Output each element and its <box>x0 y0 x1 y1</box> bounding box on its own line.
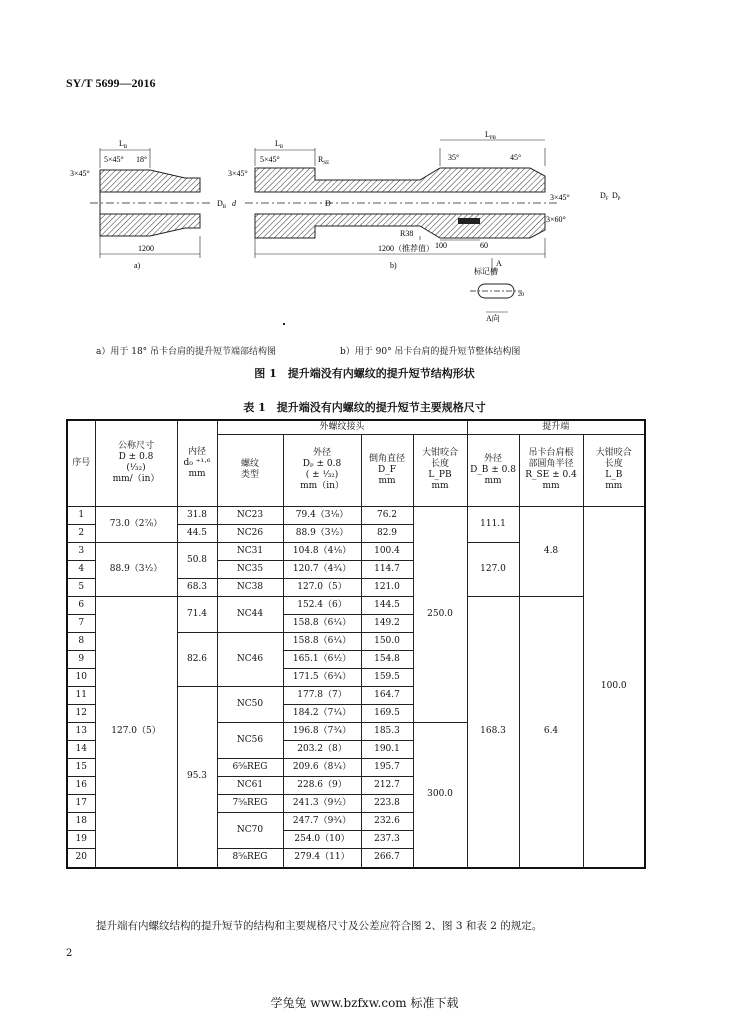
cell-df: 149.2 <box>361 614 413 632</box>
cell-id: 31.8 <box>177 506 217 524</box>
cell-seq: 7 <box>67 614 95 632</box>
cell-lb: 100.0 <box>583 506 645 868</box>
cell-thread: NC70 <box>217 812 283 848</box>
b-length: 1200（推荐值） <box>378 244 434 253</box>
table-title: 表 1 提升端没有内螺纹的提升短节主要规格尺寸 <box>243 401 486 414</box>
b-db-label: $D_B$ <box>217 199 227 210</box>
figure-a <box>70 139 210 270</box>
cell-thread: 6⁵⁄₈REG <box>217 758 283 776</box>
a-chamfer-left: 3×45° <box>70 169 90 178</box>
spec-table <box>66 419 646 869</box>
a-length: 1200 <box>138 244 154 253</box>
hdr-bevel-dia: 倒角直径 D_F mm <box>361 434 413 506</box>
a-chamfer-top: 5×45° <box>104 155 124 164</box>
table-row <box>67 596 645 614</box>
groove-width: 20 <box>518 292 524 298</box>
cell-id: 44.5 <box>177 524 217 542</box>
cell-thread: NC44 <box>217 596 283 632</box>
cell-seq: 4 <box>67 560 95 578</box>
cell-size: 73.0（2⁷⁄₈） <box>95 506 177 542</box>
hdr-lift-tong: 大钳咬合 长度 L_B mm <box>583 434 645 506</box>
cell-rse: 4.8 <box>519 506 583 596</box>
page-number: 2 <box>66 948 73 959</box>
cell-id: 68.3 <box>177 578 217 596</box>
cell-df: 212.7 <box>361 776 413 794</box>
b-dim-60: 60 <box>480 241 488 250</box>
cell-df: 190.1 <box>361 740 413 758</box>
stray-dot <box>283 323 285 325</box>
cell-df: 159.5 <box>361 668 413 686</box>
hdr-lift-outer: 外径 D_B ± 0.8 mm <box>467 434 519 506</box>
cell-thread: NC31 <box>217 542 283 560</box>
cell-od: 165.1（6¹⁄₂） <box>283 650 361 668</box>
caption-a: a）用于 18° 吊卡台肩的提升短节端部结构图 <box>96 347 277 357</box>
body-paragraph: 提升端有内螺纹结构的提升短节的结构和主要规格尺寸及公差应符合图 2、图 3 和表 2 的规定。 <box>96 920 543 932</box>
cell-id: 95.3 <box>177 686 217 868</box>
hdr-tong-length: 大钳咬合 长度 L_PB mm <box>413 434 467 506</box>
cell-od: 254.0（10） <box>283 830 361 848</box>
cell-thread: NC56 <box>217 722 283 758</box>
cell-df: 232.6 <box>361 812 413 830</box>
cell-od: 127.0（5） <box>283 578 361 596</box>
cell-od: 104.8（4¹⁄₈） <box>283 542 361 560</box>
mark-groove-label: 标记槽 <box>474 267 498 276</box>
b-dp-label: $D_P$ <box>612 191 621 202</box>
cell-seq: 9 <box>67 650 95 668</box>
cell-seq: 2 <box>67 524 95 542</box>
cell-thread: NC35 <box>217 560 283 578</box>
cell-od: 120.7（4³⁄₄） <box>283 560 361 578</box>
cell-od: 279.4（11） <box>283 848 361 868</box>
cell-thread: NC61 <box>217 776 283 794</box>
hdr-seq: 序号 <box>67 420 95 506</box>
hdr-lift-end: 提升端 <box>467 420 645 434</box>
table-row <box>67 506 645 524</box>
cell-seq: 6 <box>67 596 95 614</box>
cell-df: 237.3 <box>361 830 413 848</box>
b-angle-45: 45° <box>510 153 522 162</box>
cell-seq: 18 <box>67 812 95 830</box>
cell-df: 266.7 <box>361 848 413 868</box>
b-label: b) <box>390 261 397 270</box>
b-lb-label: $L_B$ <box>275 139 284 150</box>
cell-df: 195.7 <box>361 758 413 776</box>
b-chamfer-left: 3×45° <box>228 169 248 178</box>
b-lpb-label: $L_{PB}$ <box>485 130 497 141</box>
cell-seq: 16 <box>67 776 95 794</box>
b-dim-100: 100 <box>435 241 447 250</box>
hdr-outer-dia: 外径 Dₚ ± 0.8 ( ± ¹⁄₃₂) mm（in） <box>283 434 361 506</box>
figure-b <box>217 130 621 323</box>
cell-id: 82.6 <box>177 632 217 686</box>
cell-df: 76.2 <box>361 506 413 524</box>
footer-watermark: 学兔兔 www.bzfxw.com 标准下载 <box>270 996 459 1010</box>
a-lb-label: $L_B$ <box>119 139 128 150</box>
cell-size: 88.9（3¹⁄₂） <box>95 542 177 596</box>
cell-df: 185.3 <box>361 722 413 740</box>
cell-seq: 11 <box>67 686 95 704</box>
b-d-label: d <box>232 199 236 208</box>
b-chamfer-right: 3×45° <box>550 193 570 202</box>
cell-seq: 3 <box>67 542 95 560</box>
figure-title: 图 1 提升端没有内螺纹的提升短节结构形状 <box>254 367 475 380</box>
cell-df: 223.8 <box>361 794 413 812</box>
cell-df: 114.7 <box>361 560 413 578</box>
hdr-nominal: 公称尺寸 D ± 0.8 (¹⁄₃₂) mm/（in） <box>95 420 177 506</box>
cell-thread: 7⁵⁄₈REG <box>217 794 283 812</box>
cell-size: 127.0（5） <box>95 596 177 868</box>
cell-seq: 10 <box>67 668 95 686</box>
cell-db: 111.1 <box>467 506 519 542</box>
cell-od: 158.8（6¹⁄₄） <box>283 614 361 632</box>
cell-od: 88.9（3¹⁄₂） <box>283 524 361 542</box>
b-rse-label: $R_{SE}$ <box>318 155 330 166</box>
cell-od: 152.4（6） <box>283 596 361 614</box>
view-a-label: A向 <box>486 314 500 323</box>
cell-od: 203.2（8） <box>283 740 361 758</box>
cell-od: 228.6（9） <box>283 776 361 794</box>
cell-od: 158.8（6¹⁄₄） <box>283 632 361 650</box>
cell-df: 121.0 <box>361 578 413 596</box>
cell-seq: 17 <box>67 794 95 812</box>
a-label: a) <box>134 261 141 270</box>
cell-od: 247.7（9³⁄₄） <box>283 812 361 830</box>
cell-thread: NC23 <box>217 506 283 524</box>
cell-df: 154.8 <box>361 650 413 668</box>
b-chamfer-top: 5×45° <box>260 155 280 164</box>
caption-b: b）用于 90° 吊卡台肩的提升短节整体结构图 <box>340 347 521 357</box>
hdr-thread-type: 螺纹 类型 <box>217 434 283 506</box>
cell-lpb: 250.0 <box>413 506 467 722</box>
cell-od: 184.2（7¹⁄₄） <box>283 704 361 722</box>
cell-seq: 14 <box>67 740 95 758</box>
standard-code: SY/T 5699—2016 <box>66 76 156 90</box>
cell-seq: 19 <box>67 830 95 848</box>
cell-db: 168.3 <box>467 596 519 868</box>
cell-df: 164.7 <box>361 686 413 704</box>
cell-lpb: 300.0 <box>413 722 467 868</box>
cell-df: 82.9 <box>361 524 413 542</box>
cell-df: 144.5 <box>361 596 413 614</box>
cell-thread: NC26 <box>217 524 283 542</box>
hdr-shoulder-radius: 吊卡台肩根 部圆角半径 R_SE ± 0.4 mm <box>519 434 583 506</box>
b-df-label: $D_F$ <box>600 191 609 202</box>
cell-thread: NC50 <box>217 686 283 722</box>
cell-id: 71.4 <box>177 596 217 632</box>
a-angle-18: 18° <box>136 155 148 164</box>
cell-seq: 12 <box>67 704 95 722</box>
cell-id: 50.8 <box>177 542 217 578</box>
cell-seq: 20 <box>67 848 95 868</box>
cell-seq: 13 <box>67 722 95 740</box>
cell-thread: NC46 <box>217 632 283 686</box>
cell-rse: 6.4 <box>519 596 583 868</box>
view-arrow-label: A <box>496 259 502 268</box>
mark-groove-shape <box>458 218 480 224</box>
cell-df: 150.0 <box>361 632 413 650</box>
b-angle-35: 35° <box>448 153 460 162</box>
cell-seq: 1 <box>67 506 95 524</box>
cell-od: 177.8（7） <box>283 686 361 704</box>
cell-df: 169.5 <box>361 704 413 722</box>
cell-seq: 15 <box>67 758 95 776</box>
cell-od: 196.8（7³⁄₄） <box>283 722 361 740</box>
cell-seq: 5 <box>67 578 95 596</box>
cell-thread: 8⁵⁄₈REG <box>217 848 283 868</box>
cell-db: 127.0 <box>467 542 519 596</box>
cell-od: 171.5（6³⁄₄） <box>283 668 361 686</box>
b-D-label: D <box>325 199 331 208</box>
hdr-inner: 内径 d₀ ⁺¹·⁶ mm <box>177 420 217 506</box>
cell-od: 241.3（9¹⁄₂） <box>283 794 361 812</box>
b-r38-label: R38 <box>400 229 414 238</box>
cell-seq: 8 <box>67 632 95 650</box>
cell-df: 100.4 <box>361 542 413 560</box>
lift-sub-drawing <box>60 118 660 323</box>
cell-od: 79.4（3¹⁄₈） <box>283 506 361 524</box>
hdr-ext-joint: 外螺纹接头 <box>217 420 467 434</box>
cell-thread: NC38 <box>217 578 283 596</box>
b-chamfer-bottom: 3×60° <box>546 215 566 224</box>
cell-od: 209.6（8¹⁄₄） <box>283 758 361 776</box>
